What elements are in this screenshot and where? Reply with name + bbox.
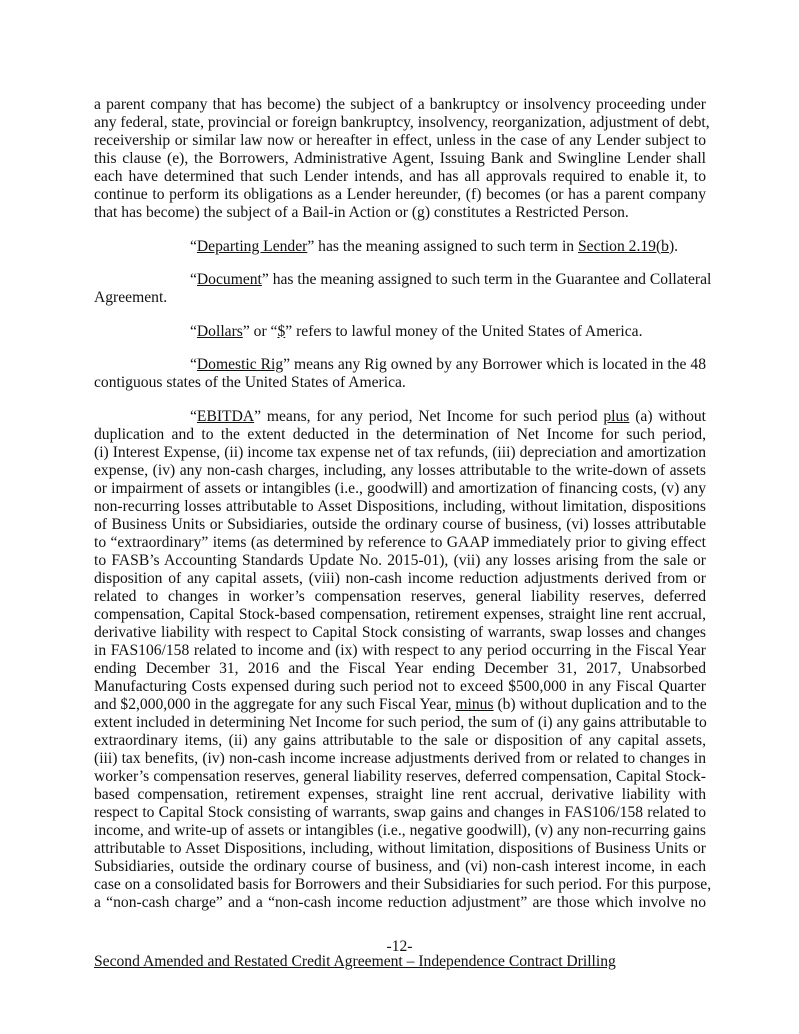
paragraph	[94, 238, 706, 256]
text-segment: “	[190, 322, 197, 340]
text-segment: a “non-cash charge” and a “non-cash income reduction adjustment” are those which involve no	[94, 893, 706, 911]
text-segment: ending December 31, 2016 and the Fiscal Year ending December 31, 2017, Unabsorbed	[94, 659, 706, 677]
defined-term: Document	[196, 271, 262, 288]
text-segment: of Business Units or Subsidiaries, outside the ordinary course of business, (vi) losses attributable	[94, 515, 706, 533]
text-segment: respect to Capital Stock consisting of warrants, swap gains and changes in FAS106/158 related to	[94, 803, 706, 821]
text-line	[94, 462, 706, 480]
text-line	[94, 768, 706, 786]
paragraph	[94, 356, 706, 392]
text-segment: compensation, Capital Stock-based compensation, retirement expenses, straight line rent accrual,	[94, 605, 706, 623]
text-line	[94, 732, 706, 750]
text-line	[94, 588, 706, 606]
text-line	[94, 444, 706, 462]
text-segment: .	[674, 237, 679, 255]
paragraph	[94, 407, 712, 912]
text-segment: (iii) tax benefits, (iv) non-cash income increase adjustments derived from or related to changes in	[94, 749, 706, 767]
text-segment: income, and write-up of assets or intangibles (i.e., negative goodwill), (v) any non-recurring gains	[94, 821, 706, 839]
text-line	[94, 534, 706, 552]
text-line	[94, 840, 706, 858]
text-segment: each have determined that such Lender intends, and has all approvals required to enable it, to	[94, 168, 706, 185]
text-segment: this clause (e), the Borrowers, Administrative Agent, Issuing Bank and Swingline Lender shall	[94, 150, 706, 167]
text-line	[94, 804, 706, 822]
text-line	[94, 498, 706, 516]
defined-term: Dollars	[196, 322, 243, 340]
text-line	[94, 289, 706, 307]
text-segment: ” or “	[242, 322, 278, 340]
text-segment: ” has the meaning assigned to such term in	[307, 237, 578, 255]
paragraph	[94, 96, 710, 222]
text-line	[94, 714, 706, 732]
text-line	[94, 480, 706, 498]
paragraph	[94, 323, 706, 341]
text-line	[94, 606, 706, 624]
defined-term: Section 2.19(b)	[578, 237, 675, 255]
text-line	[94, 356, 706, 374]
text-segment: a parent company that has become) the subject of a bankruptcy or insolvency proceeding under	[94, 96, 706, 113]
text-segment: extraordinary items, (ii) any gains attributable to the sale or disposition of any capital assets,	[94, 731, 706, 749]
text-segment: that has become) the subject of a Bail-in Action or (g) constitutes a Restricted Person.	[94, 204, 629, 221]
page-number: -12-	[386, 938, 413, 955]
defined-term: minus	[455, 695, 494, 713]
text-line	[94, 660, 706, 678]
text-line	[94, 238, 706, 256]
text-line	[94, 150, 706, 168]
text-line	[94, 678, 706, 696]
text-segment: Subsidiaries, outside the ordinary course of business, and (vi) non-cash interest income, in each	[94, 857, 706, 875]
text-segment: extent included in determining Net Income for such period, the sum of (i) any gains attributable to	[94, 713, 707, 731]
text-segment: based compensation, retirement expenses, straight line rent accrual, derivative liability with	[94, 785, 706, 803]
text-line	[94, 168, 706, 186]
text-segment: disposition of any capital assets, (viii) non-cash income reduction adjustments derived from or	[94, 569, 706, 587]
text-segment: contiguous states of the United States of America.	[94, 374, 406, 391]
text-line	[94, 132, 706, 150]
text-line	[94, 822, 706, 840]
text-segment: derivative liability with respect to Capital Stock consisting of warrants, swap losses and changes	[94, 623, 706, 641]
text-line	[94, 204, 706, 222]
text-segment: or impairment of assets or intangibles (i.e., goodwill) and amortization of financing costs, (v) any	[94, 479, 706, 497]
text-segment: receivership or similar law now or hereafter in effect, unless in the case of any Lender subject to	[94, 132, 706, 149]
text-segment: related to changes in worker’s compensation reserves, general liability reserves, deferred	[94, 587, 706, 605]
text-line	[94, 408, 706, 426]
text-segment: any federal, state, provincial or foreign bankruptcy, insolvency, reorganization, adjustment of debt,	[94, 114, 710, 131]
text-segment: duplication and to the extent deducted in the determination of Net Income for such period,	[94, 425, 706, 443]
text-segment: to “extraordinary” items (as determined by reference to GAAP immediately prior to giving effect	[94, 533, 706, 551]
text-segment: Agreement.	[94, 289, 168, 306]
defined-term: $	[277, 322, 286, 340]
defined-term: Departing Lender	[196, 237, 308, 255]
text-line	[94, 858, 706, 876]
text-line	[94, 271, 712, 289]
text-segment: “	[190, 237, 197, 255]
defined-term: plus	[603, 407, 630, 425]
text-line	[94, 426, 706, 444]
text-segment: ” means, for any period, Net Income for such period	[254, 407, 604, 425]
text-segment: (a) without	[629, 407, 706, 425]
text-segment: (b) without duplication and to the	[493, 695, 707, 713]
text-line	[94, 624, 706, 642]
text-line	[94, 186, 706, 204]
text-segment: and $2,000,000 in the aggregate for any such Fiscal Year,	[94, 695, 456, 713]
text-line	[94, 552, 706, 570]
footer-title: Second Amended and Restated Credit Agreement – Independence Contract Drilling	[94, 953, 616, 970]
text-segment: attributable to Asset Dispositions, including, without limitation, dispositions of Business Units or	[94, 839, 706, 857]
text-segment: ” has the meaning assigned to such term in the Guarantee and Collateral	[261, 271, 712, 288]
text-line	[94, 570, 706, 588]
text-line	[94, 786, 706, 804]
text-line	[94, 96, 706, 114]
paragraph	[94, 271, 712, 307]
text-segment: “	[190, 271, 197, 288]
text-segment: case on a consolidated basis for Borrowers and their Subsidiaries for such period. For this purpose,	[94, 875, 712, 893]
text-line	[94, 374, 706, 392]
text-segment: worker’s compensation reserves, general liability reserves, deferred compensation, Capital Stock-	[94, 767, 706, 785]
text-segment: expense, (iv) any non-cash charges, including, any losses attributable to the write-down of assets	[94, 461, 706, 479]
document-body	[94, 96, 712, 927]
text-segment: (i) Interest Expense, (ii) income tax expense net of tax refunds, (iii) depreciation and amortization	[94, 443, 706, 461]
text-line	[94, 114, 710, 132]
text-segment: non-recurring losses attributable to Asset Dispositions, including, without limitation, dispositions	[94, 497, 706, 515]
defined-term: Domestic Rig	[196, 356, 284, 373]
text-segment: in FAS106/158 related to income and (ix) with respect to any period occurring in the Fiscal Year	[94, 641, 706, 659]
text-line	[94, 875, 712, 894]
text-line	[94, 642, 706, 660]
text-line	[94, 516, 706, 534]
text-segment: ” refers to lawful money of the United States of America.	[285, 322, 643, 340]
text-segment: to FASB’s Accounting Standards Update No. 2015-01), (vii) any losses arising from the sale or	[94, 551, 706, 569]
text-line	[94, 696, 706, 714]
text-line	[94, 323, 706, 341]
text-line	[94, 750, 706, 768]
text-segment: ” means any Rig owned by any Borrower which is located in the 48	[283, 356, 706, 373]
text-line	[94, 894, 706, 912]
text-segment: “	[190, 407, 197, 425]
text-segment: “	[190, 356, 197, 373]
defined-term: EBITDA	[196, 407, 255, 425]
text-segment: continue to perform its obligations as a Lender hereunder, (f) becomes (or has a parent company	[94, 186, 706, 203]
text-segment: Manufacturing Costs expensed during such period not to exceed $500,000 in any Fiscal Quarter	[94, 677, 706, 695]
